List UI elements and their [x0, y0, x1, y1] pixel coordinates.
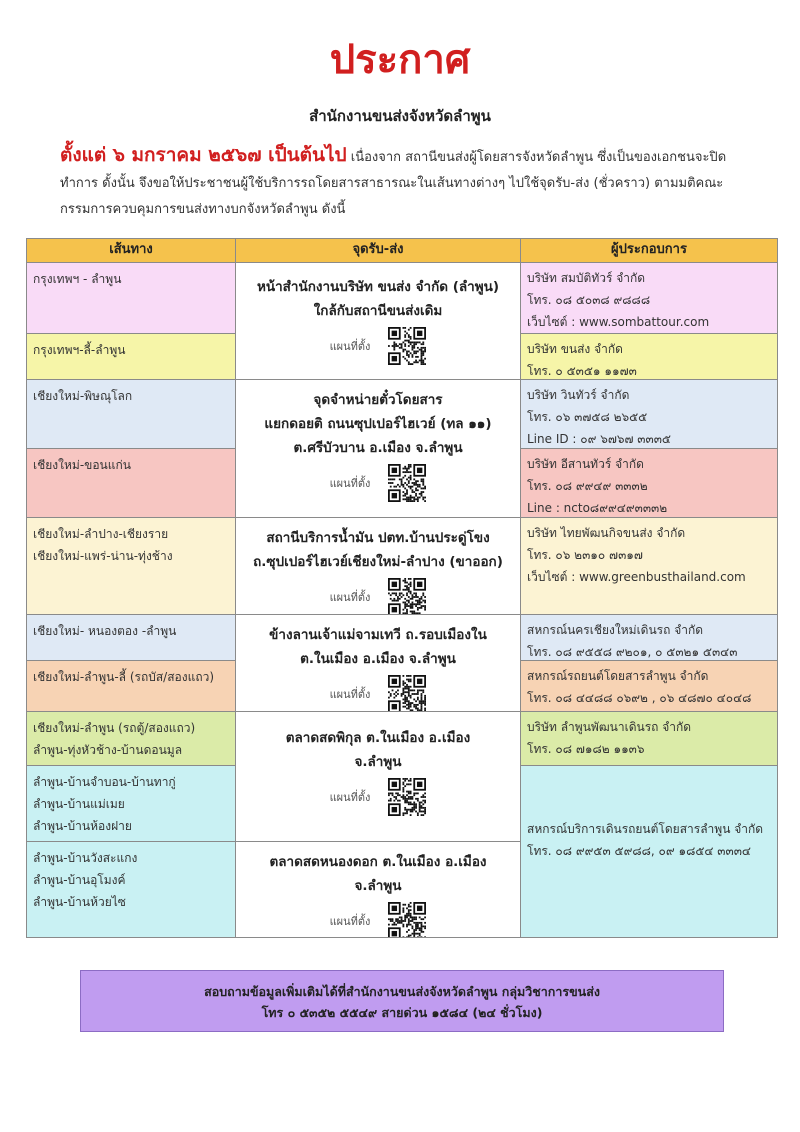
operator-cell [520, 614, 778, 661]
operator-cell [520, 333, 778, 380]
qr-code-icon[interactable] [388, 902, 426, 938]
route-name: ลำพูน-บ้านจำบอน-บ้านทากู่ [33, 775, 176, 789]
route-name: ลำพูน-บ้านอุโมงค์ [33, 873, 126, 887]
operator-website[interactable]: เว็บไซต์ : www.greenbusthailand.com [527, 570, 746, 584]
pickup-cell [235, 379, 521, 518]
pickup-cell [235, 262, 521, 380]
pickup-line: จุดจำหน่ายตั๋วโดยสาร [313, 392, 443, 408]
route-name: กรุงเทพฯ - ลำพูน [33, 272, 122, 286]
pickup-cell [235, 517, 521, 615]
operator-phone: โทร. ๐๘ ๙๕๕๘ ๙๒๐๑, ๐ ๕๓๒๑ ๕๓๔๓ [527, 645, 738, 659]
route-name: เชียงใหม่-ลำปาง-เชียงราย [33, 527, 169, 541]
route-name: ลำพูน-บ้านวังสะแกง [33, 851, 138, 865]
pickup-cell [235, 841, 521, 938]
operator-phone: โทร. ๐๖ ๒๓๑๐ ๗๓๑๗ [527, 548, 643, 562]
route-name: เชียงใหม่-ขอนแก่น [33, 458, 131, 472]
header-operator: ผู้ประกอบการ [520, 238, 778, 263]
pickup-line: จ.ลำพูน [354, 878, 402, 894]
header-pickup: จุดรับ-ส่ง [235, 238, 521, 263]
route-cell [26, 262, 236, 334]
pickup-line: ตลาดสดหนองดอก ต.ในเมือง อ.เมือง [269, 854, 487, 870]
operator-name: สหกรณ์นครเชียงใหม่เดินรถ จำกัด [527, 623, 704, 637]
pickup-line: หน้าสำนักงานบริษัท ขนส่ง จำกัด (ลำพูน) [256, 279, 500, 295]
route-name: ลำพูน-ทุ่งหัวช้าง-บ้านดอนมูล [33, 743, 183, 757]
qr-code-icon[interactable] [388, 675, 426, 712]
operator-name: บริษัท ขนส่ง จำกัด [527, 342, 623, 356]
operator-phone: โทร. ๐๘ ๙๙๔๙ ๓๓๓๒ [527, 479, 648, 493]
route-name: เชียงใหม่-ลำพูน (รถตู้/สองแถว) [33, 721, 196, 735]
operator-cell [520, 711, 778, 766]
page-title: ประกาศ [329, 37, 471, 83]
operator-name: บริษัท สมบัติทัวร์ จำกัด [527, 271, 646, 285]
route-name: เชียงใหม่- หนองตอง -ลำพูน [33, 624, 177, 638]
office-subtitle: สำนักงานขนส่งจังหวัดลำพูน [309, 107, 491, 125]
map-label: แผนที่ตั้ง [329, 915, 371, 928]
route-cell [26, 841, 236, 938]
qr-code-icon[interactable] [388, 578, 426, 615]
map-label: แผนที่ตั้ง [329, 340, 371, 353]
route-cell [26, 660, 236, 712]
route-cell [26, 448, 236, 518]
operator-name: สหกรณ์รถยนต์โดยสารลำพูน จำกัด [527, 669, 709, 683]
operator-cell [520, 448, 778, 518]
operator-cell [520, 660, 778, 712]
route-cell [26, 379, 236, 449]
footer-line: สอบถามข้อมูลเพิ่มเติมได้ที่สำนักงานขนส่งจังหวัดลำพูน กลุ่มวิชาการขนส่ง [204, 984, 600, 999]
operator-line-id: Line : ncto๘๙๙๔๙๓๓๓๒ [527, 501, 668, 515]
operator-cell [520, 379, 778, 449]
announcement-intro [60, 142, 760, 223]
route-name: เชียงใหม่-พิษณุโลก [33, 389, 133, 403]
operator-phone: โทร. ๐๘ ๕๐๓๘ ๙๘๘๘ [527, 293, 651, 307]
route-name: ลำพูน-บ้านห้วยไซ [33, 895, 126, 909]
pickup-line: แยกดอยติ ถนนซุปเปอร์ไฮเวย์ (ทล ๑๑) [264, 416, 492, 432]
route-cell [26, 711, 236, 766]
operator-phone: โทร. ๐ ๕๓๕๑ ๑๑๗๓ [527, 364, 637, 378]
map-label: แผนที่ตั้ง [329, 477, 371, 490]
operator-cell [520, 765, 778, 938]
operator-name: สหกรณ์บริการเดินรถยนต์โดยสารลำพูน จำกัด [527, 822, 764, 836]
route-name: ลำพูน-บ้านแม่เมย [33, 797, 125, 811]
operator-cell [520, 517, 778, 615]
footer-hotline: โทร ๐ ๕๓๕๒ ๕๕๔๙ สายด่วน ๑๕๘๔ (๒๔ ชั่วโมง) [261, 1005, 543, 1020]
qr-code-icon[interactable] [388, 464, 426, 502]
effective-date: ตั้งแต่ ๖ มกราคม ๒๕๖๗ เป็นต้นไป [60, 144, 347, 166]
operator-cell [520, 262, 778, 334]
pickup-table [26, 238, 778, 938]
map-label: แผนที่ตั้ง [329, 791, 371, 804]
pickup-cell [235, 614, 521, 712]
pickup-line: ใกล้กับสถานีขนส่งเดิม [313, 303, 443, 319]
operator-phone: โทร. ๐๘ ๗๑๘๒ ๑๑๓๖ [527, 742, 645, 756]
operator-name: บริษัท อีสานทัวร์ จำกัด [527, 457, 644, 471]
route-name: กรุงเทพฯ-ลี้-ลำพูน [33, 343, 126, 357]
operator-phone: โทร. ๐๘ ๔๔๘๘ ๐๖๙๒ , ๐๖ ๔๘๗๐ ๔๐๔๘ [527, 691, 752, 705]
operator-phone: โทร. ๐๘ ๙๙๕๓ ๕๙๘๘, ๐๙ ๑๘๕๔ ๓๓๓๔ [527, 844, 751, 858]
operator-name: บริษัท วินทัวร์ จำกัด [527, 388, 630, 402]
pickup-line: จ.ลำพูน [354, 754, 402, 770]
header-route: เส้นทาง [26, 238, 236, 263]
route-name: ลำพูน-บ้านห้องฝาย [33, 819, 132, 833]
pickup-line: ข้างลานเจ้าแม่จามเทวี ถ.รอบเมืองใน [269, 627, 487, 643]
operator-phone: โทร. ๐๖ ๓๗๕๘ ๒๖๕๕ [527, 410, 648, 424]
route-cell [26, 614, 236, 661]
qr-code-icon[interactable] [388, 778, 426, 816]
pickup-line: ถ.ซุปเปอร์ไฮเวย์เชียงใหม่-ลำปาง (ขาออก) [253, 554, 503, 570]
intro-text: เนื่องจาก สถานีขนส่งผู้โดยสารจังหวัดลำพูน ซึ่งเป็นของเอกชนจะปิดทำการ ดั้งนั้น จึงขอให้ประชาชนผู้ใช้บริการรถโดยสารสาธารณะในเส้นทางต่างๆ ไปใช้จุดรับ-ส่ง (ชั่วคราว) ตามมติคณะกรรมการควบคุมการขนส่งทางบกจังหวัดลำพูน ดังนี้ [60, 150, 727, 217]
qr-code-icon[interactable] [388, 327, 426, 365]
contact-footer [80, 970, 724, 1032]
pickup-cell [235, 711, 521, 842]
route-cell [26, 765, 236, 842]
route-cell [26, 517, 236, 615]
operator-name: บริษัท ไทยพัฒนกิจขนส่ง จำกัด [527, 526, 686, 540]
operator-website[interactable]: เว็บไซต์ : www.sombattour.com [527, 315, 710, 329]
pickup-line: ตลาดสดพิกุล ต.ในเมือง อ.เมือง [285, 730, 471, 746]
map-label: แผนที่ตั้ง [329, 688, 371, 701]
route-cell [26, 333, 236, 380]
pickup-line: ต.ศรีบัวบาน อ.เมือง จ.ลำพูน [293, 440, 463, 456]
map-label: แผนที่ตั้ง [329, 591, 371, 604]
operator-name: บริษัท ลำพูนพัฒนาเดินรถ จำกัด [527, 720, 692, 734]
route-name: เชียงใหม่-ลำพูน-ลี้ (รถบัส/สองแถว) [33, 670, 215, 684]
pickup-line: สถานีบริการน้ำมัน ปตท.บ้านประดู่โขง [266, 530, 490, 546]
route-name: เชียงใหม่-แพร่-น่าน-ทุ่งช้าง [33, 549, 173, 563]
pickup-line: ต.ในเมือง อ.เมือง จ.ลำพูน [300, 651, 456, 667]
operator-line-id: Line ID : ๐๙ ๖๗๖๗ ๓๓๓๕ [527, 432, 671, 446]
